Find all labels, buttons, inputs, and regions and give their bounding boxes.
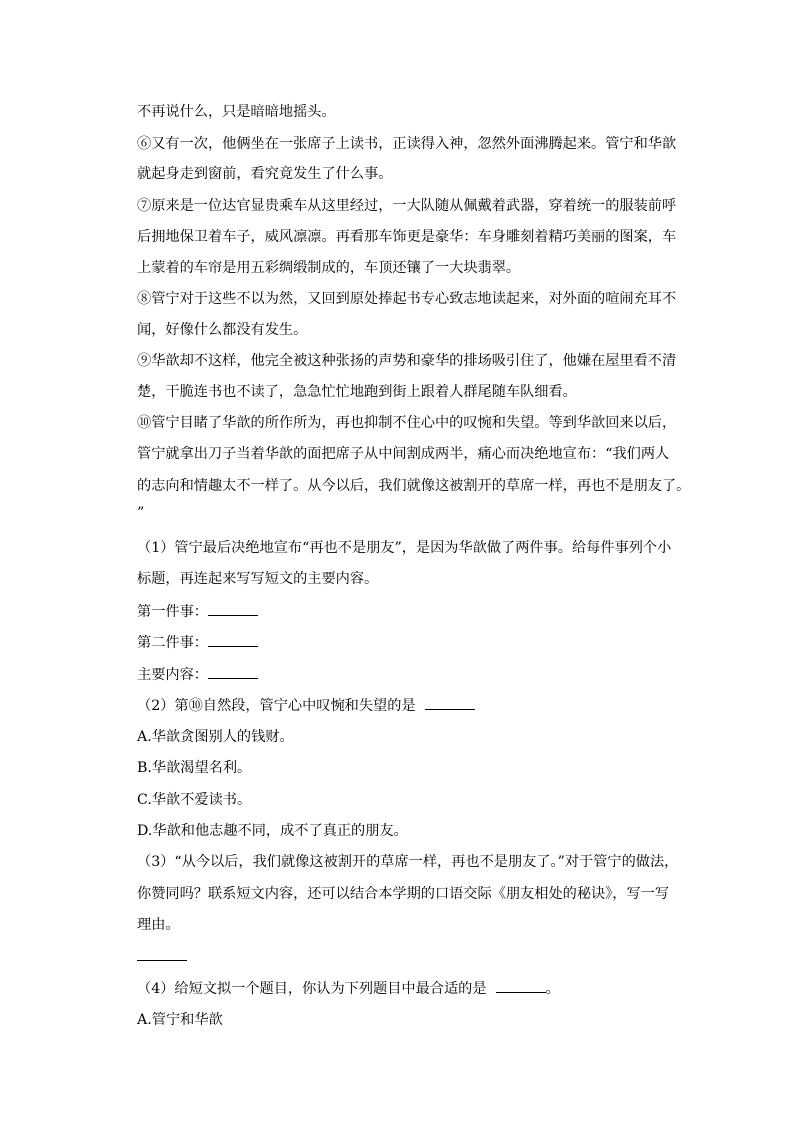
- question-3-stem-line-1: （3）“从今以后，我们就像这被割开的草席一样，再也不是朋友了。”对于管宁的做法，: [137, 854, 679, 870]
- question-3-stem-line-3: 理由。: [137, 917, 180, 933]
- first-event-label: 第一件事：: [137, 604, 208, 620]
- paragraph-10-line-1: ⑩管宁目睹了华歆的所作所为，再也抑制不住心中的叹惋和失望。等到华歆回来以后，: [137, 415, 677, 431]
- paragraph-6-line-1: ⑥又有一次，他俩坐在一张席子上读书，正读得入神，忽然外面沸腾起来。管宁和华歆: [137, 136, 677, 152]
- question-2-answer-blank[interactable]: [425, 695, 475, 710]
- paragraph-10-line-4: ”: [137, 505, 145, 521]
- paragraph-9-line-2: 楚，干脆连书也不读了，急急忙忙地跑到街上跟着人群尾随车队细看。: [137, 384, 577, 400]
- question-3-stem-line-2: 你赞同吗？联系短文内容，还可以结合本学期的口语交际《朋友相处的秘诀》，写一写: [137, 886, 670, 902]
- question-2-text: （2）第⑩自然段，管宁心中叹惋和失望的是: [137, 698, 416, 714]
- first-event-answer-blank[interactable]: [208, 601, 258, 616]
- question-2-option-d: D.华歆和他志趣不同，成不了真正的朋友。: [137, 823, 408, 839]
- question-1-stem-line-2: 标题，再连起来写写短文的主要内容。: [137, 571, 379, 587]
- question-2-option-a: A.华歆贪图别人的钱财。: [137, 729, 294, 745]
- paragraph-9-line-1: ⑨华歆却不这样，他完全被这种张扬的声势和豪华的排场吸引住了，他嫌在屋里看不清: [137, 353, 677, 369]
- paragraph-5-end: 不再说什么，只是暗暗地摇头。: [137, 104, 336, 120]
- question-4-stem: [137, 978, 560, 999]
- question-4-answer-blank[interactable]: [496, 978, 546, 993]
- question-4-end-mark: 。: [545, 981, 560, 997]
- question-1-main-content: [137, 664, 258, 685]
- main-content-answer-blank[interactable]: [208, 664, 258, 679]
- paragraph-8-line-2: 闻，好像什么都没有发生。: [137, 322, 308, 338]
- paragraph-10-line-3: 的志向和情趣太不一样了。从今以后，我们就像这被割开的草席一样，再也不是朋友了。: [137, 478, 691, 494]
- question-1-stem-line-1: （1）管宁最后决绝地宣布“再也不是朋友”，是因为华歆做了两件事。给每件事列个小: [137, 540, 672, 556]
- main-content-label: 主要内容：: [137, 667, 208, 683]
- paragraph-8-line-1: ⑧管宁对于这些不以为然，又回到原处捧起书专心致志地读起来，对外面的喧闹充耳不: [137, 291, 677, 307]
- question-1-second-event: [137, 632, 258, 653]
- question-2-option-c: C.华歆不爱读书。: [137, 792, 252, 808]
- question-2-stem: [137, 695, 475, 716]
- question-4-text: （4）给短文拟一个题目，你认为下列题目中最合适的是: [137, 981, 487, 997]
- paragraph-7-line-1: ⑦原来是一位达官显贵乘车从这里经过，一大队随从佩戴着武器，穿着统一的服装前呼: [137, 198, 677, 214]
- question-4-option-a: A.管宁和华歆: [137, 1012, 223, 1028]
- second-event-label: 第二件事：: [137, 635, 208, 651]
- paragraph-10-line-2: 管宁就拿出刀子当着华歆的面把席子从中间割成两半，痛心而决绝地宣布：“我们两人: [137, 446, 670, 462]
- paragraph-6-line-2: 就起身走到窗前，看究竟发生了什么事。: [137, 166, 393, 182]
- question-1-first-event: [137, 601, 258, 622]
- paragraph-7-line-2: 后拥地保卫着车子，威风凛凛。再看那车饰更是豪华：车身雕刻着精巧美丽的图案，车: [137, 229, 677, 245]
- question-2-option-b: B.华歆渴望名利。: [137, 760, 252, 776]
- question-3-answer-blank[interactable]: [137, 960, 187, 961]
- paragraph-7-line-3: 上蒙着的车帘是用五彩绸缎制成的，车顶还镶了一大块翡翠。: [137, 260, 521, 276]
- second-event-answer-blank[interactable]: [208, 632, 258, 647]
